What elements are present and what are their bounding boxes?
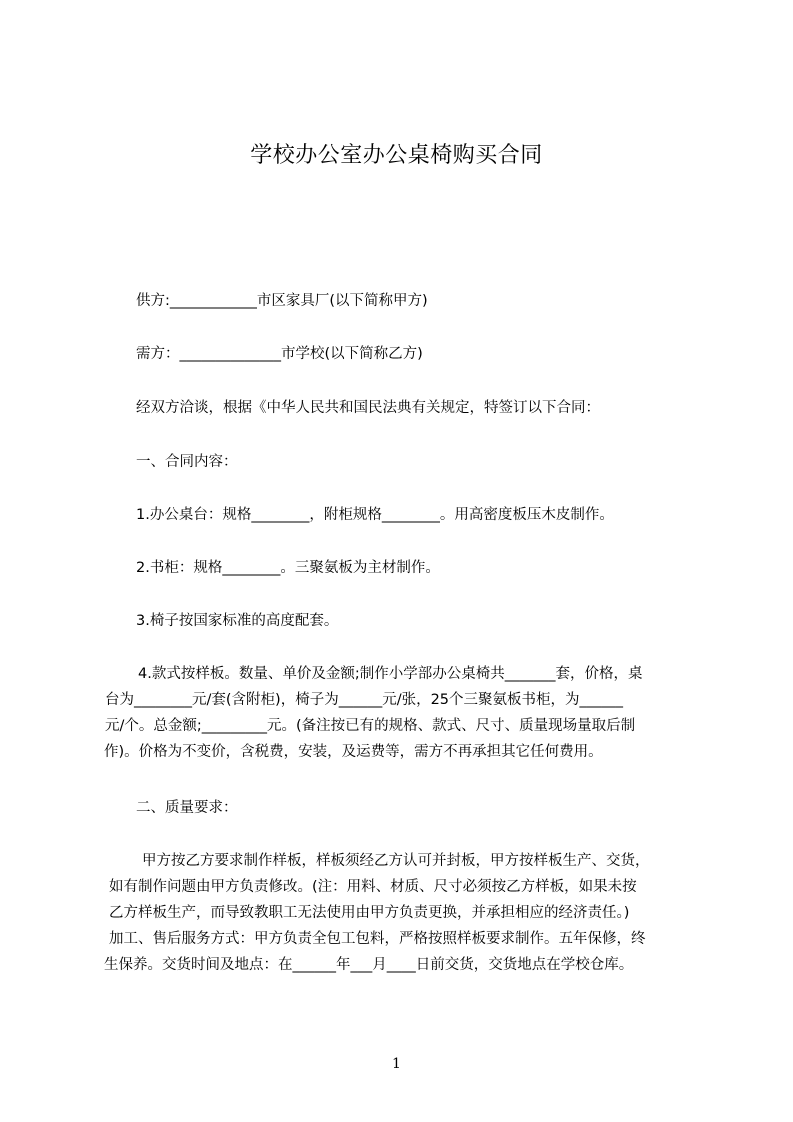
quality-line: 加工、售后服务方式：甲方负责全包工包料，严格按照样板要求制作。五年保修，终: [109, 931, 646, 947]
item-4-line: 台为________元/套(含附柜)，椅子为______元/张，25个三聚氨板书柜，为______: [105, 692, 624, 708]
quality-line: 乙方样板生产，而导致教职工无法使用由甲方负责更换，并承担相应的经济责任。): [109, 905, 630, 921]
item-4-pricing-paragraph: [104, 661, 700, 765]
quality-line: 生保养。交货时间及地点：在______年___月____日前交货，交货地点在学校仓库。: [104, 957, 634, 973]
quality-line: 如有制作问题由甲方负责修改。(注：用料、材质、尺寸必须按乙方样板，如果未按: [109, 879, 637, 895]
item-3-chair: 3.椅子按国家标准的高度配套。: [136, 613, 339, 629]
preamble-text: 经双方洽谈，根据《中华人民共和国民法典有关规定，特签订以下合同：: [136, 400, 600, 416]
page-number: 1: [392, 1056, 401, 1072]
section-1-heading: 一、合同内容：: [136, 454, 238, 470]
item-4-line: 4.款式按样板。数量、单价及金额;制作小学部办公桌椅共_______套，价格，桌: [138, 666, 643, 682]
item-1-desk: 1.办公桌台：规格________，附柜规格________。用高密度板压木皮制作。: [136, 507, 614, 523]
quality-line: 甲方按乙方要求制作样板，样板须经乙方认可并封板，甲方按样板生产、交货，: [142, 853, 650, 869]
item-2-bookcase: 2.书柜：规格________。三聚氨板为主材制作。: [136, 560, 440, 576]
supplier-line: 供方:____________市区家具厂(以下简称甲方): [136, 293, 428, 309]
contract-title: 学校办公室办公桌椅购买合同: [250, 143, 543, 168]
item-4-line: 元/个。总金额;_________元。(备注按已有的规格、款式、尺寸、质量现场量取后制: [105, 718, 636, 734]
buyer-line: 需方：______________市学校(以下简称乙方): [136, 346, 423, 362]
item-4-line: 作)。价格为不变价，含税费，安装，及运费等，需方不再承担其它任何费用。: [104, 744, 603, 760]
quality-paragraph: [104, 848, 700, 978]
section-2-heading: 二、质量要求：: [136, 800, 238, 816]
